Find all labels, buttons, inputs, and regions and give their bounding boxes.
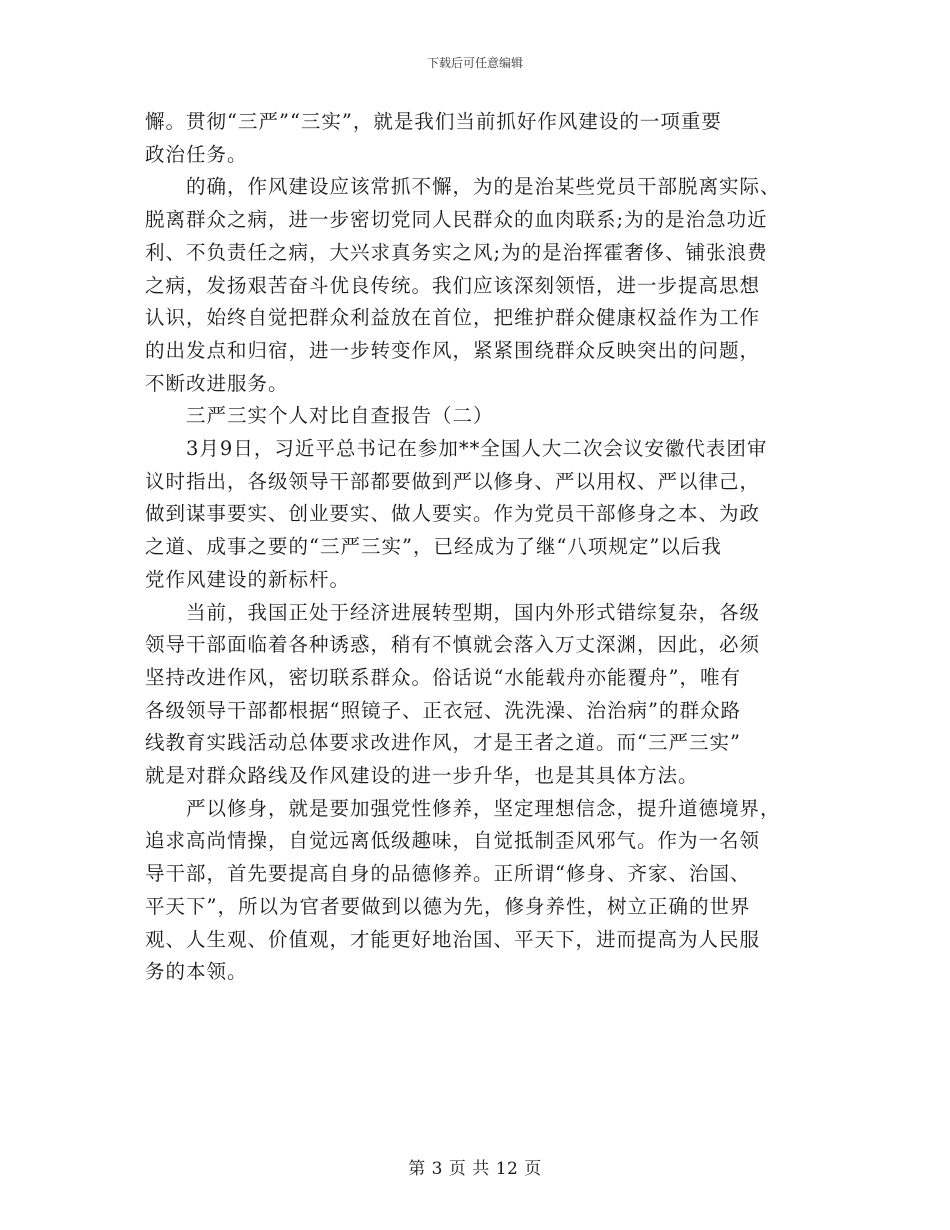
paragraph: 严以修身，就是要加强党性修养，坚定理想信念，提升道德境界， 追求高尚情操，自觉远离低级趣味，自觉抵制歪风邪气。作为一名领 导干部，首先要提高自身的品德修养。正所谓“修身、齐家、治国、 平天下”，所以为官者要做到以德为先，修身养性，树立正确的世界 观、人生观、价值观，才能更好地治国、平天下，进而提高为人民服 务的本领。 xyxy=(145,796,781,984)
page-number-footer: 第 3 页 共 12 页 xyxy=(408,1159,542,1179)
paragraph: 当前，我国正处于经济进展转型期，国内外形式错综复杂，各级 领导干部面临着各种诱惑，稍有不慎就会落入万丈深渊，因此，必须 坚持改进作风，密切联系群众。俗话说“水能载舟亦能覆舟”，唯有 各级领导干部都根据“照镜子、正衣冠、洗洗澡、治治病”的群众路 线教育实践活动总体要求改进作风，才是王者之道。而“三严三实” 就是对群众路线及作风建设的进一步升华，也是其具体方法。 xyxy=(145,600,761,788)
paragraph: 的确，作风建设应该常抓不懈，为的是治某些党员干部脱离实际、 脱离群众之病，进一步密切党同人民群众的血肉联系;为的是治急功近 利、不负责任之病，大兴求真务实之风;为的是治挥霍奢侈、铺张浪费 之病，发扬艰苦奋斗优良传统。我们应该深刻领悟，进一步提高思想 认识，始终自觉把群众利益放在首位，把维护群众健康权益作为工作 的出发点和归宿，进一步转变作风，紧紧围绕群众反映突出的问题， 不断改进服务。 xyxy=(145,175,781,395)
header-note: 下载后可任意编辑 xyxy=(426,56,523,70)
paragraph: 懈。贯彻“三严”“三实”，就是我们当前抓好作风建设的一项重要 政治任务。 xyxy=(145,110,722,166)
section-heading: 三严三实个人对比自查报告（二） xyxy=(145,404,494,428)
paragraph: 3月9日，习近平总书记在参加**全国人大二次会议安徽代表团审 议时指出，各级领导干部都要做到严以修身、严以用权、严以律己， 做到谋事要实、创业要实、做人要实。作为党员干部修身之本、为政 之道、成事之要的“三严三实”，已经成为了继“八项规定”以后我 党作风建设的新标杆。 xyxy=(145,437,768,591)
document-body xyxy=(145,106,805,989)
